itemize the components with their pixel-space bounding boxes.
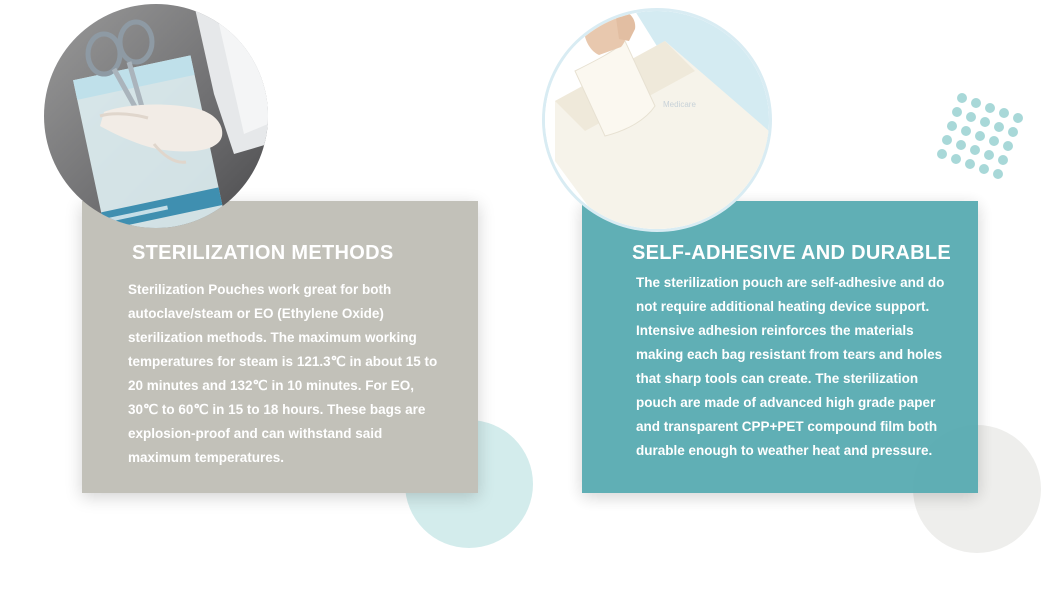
card-description: The sterilization pouch are self-adhesive and do not require additional heating device support. Intensive adhesion reinforces the materials making each bag resistant from tears and holes that sharp tools can create. The sterilization pouch are made of advanced high grade paper and transparent CPP+PET compound film both durable enough to weather heat and pressure.	[636, 275, 945, 458]
svg-text:Medicare: Medicare	[663, 100, 696, 109]
decorative-dot-pattern	[930, 88, 1030, 188]
self-adhesive-card	[582, 201, 978, 493]
card-description: Sterilization Pouches work great for both autoclave/steam or EO (Ethylene Oxide) sterilization methods. The maximum working temperatures for steam is 121.3℃ in about 15 to 20 minutes and 132℃ in 10 minutes. For EO, 30℃ to 60℃ in 15 to 18 hours. These bags are explosion-proof and can withstand said maximum temperatures.	[128, 282, 438, 465]
sterilization-pouch-photo	[44, 4, 268, 228]
sterilization-methods-card	[82, 201, 478, 493]
adhesive-seal-photo	[542, 8, 772, 232]
card-title: SELF-ADHESIVE AND DURABLE	[632, 242, 951, 264]
card-title: STERILIZATION METHODS	[132, 242, 394, 264]
